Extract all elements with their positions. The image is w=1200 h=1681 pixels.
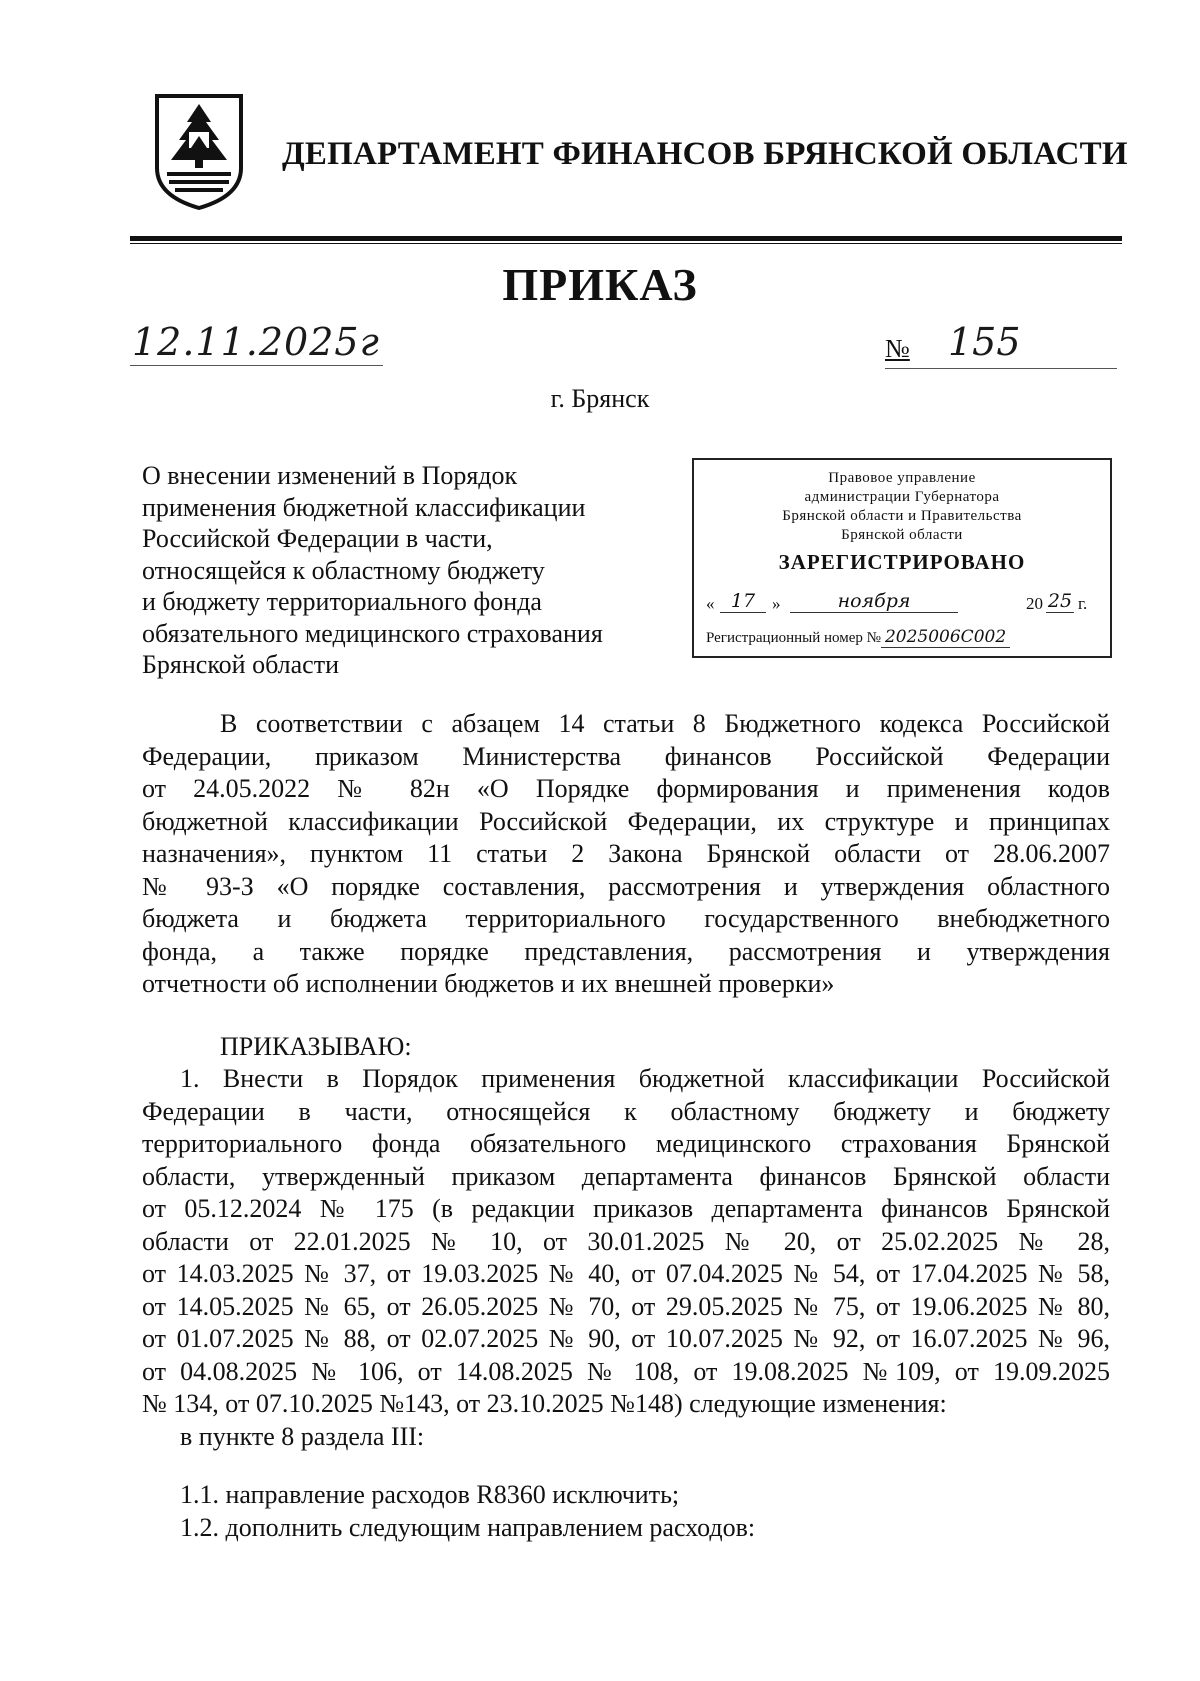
item1-line: территориального фонда обязательного медицинского страхования Брянской (142, 1129, 1110, 1158)
stamp-year-prefix: 20 (1026, 594, 1043, 613)
item1-line: Федерации в части, относящейся к областному бюджету и бюджету (142, 1096, 1110, 1126)
item1-line: от 01.07.2025 № 88, от 02.07.2025 № 90, от 10.07.2025 № 92, от 16.07.2025 № 96, (142, 1324, 1110, 1353)
item1-line: от 04.08.2025 № 106, от 14.08.2025 № 108, от 19.08.2025 №109, от 19.09.2025 (142, 1356, 1110, 1386)
preamble-line: отчетности об исполнении бюджетов и их внешней проверки» (142, 969, 835, 998)
stamp-quote-open: « (706, 594, 715, 613)
document-subject (142, 460, 682, 681)
number-underline (885, 368, 1117, 369)
department-name: ДЕПАРТАМЕНТ ФИНАНСОВ БРЯНСКОЙ ОБЛАСТИ (282, 136, 1128, 172)
subitem-1-2: 1.2. дополнить следующим направлением расходов: (180, 1512, 756, 1542)
stamp-status: ЗАРЕГИСТРИРОВАНО (778, 550, 1026, 574)
item1-line: от 14.03.2025 № 37, от 19.03.2025 № 40, от 07.04.2025 № 54, от 17.04.2025 № 58, (142, 1259, 1110, 1288)
stamp-org-line: Брянской области и Правительства (782, 508, 1022, 524)
item1-line: от 14.05.2025 № 65, от 26.05.2025 № 70, от 29.05.2025 № 75, от 19.06.2025 № 80, (142, 1291, 1110, 1321)
handwritten-number: 155 (948, 320, 1021, 364)
preamble-line: от 24.05.2022 № 82н «О Порядке формирования и применения кодов (142, 774, 1110, 803)
subject-line: относящейся к областному бюджету (142, 555, 545, 585)
subject-line: и бюджету территориального фонда (142, 587, 542, 616)
document-title: ПРИКАЗ (502, 259, 698, 310)
preamble-line: бюджетной классификации Российской Федерации, их структуре и принципах (142, 806, 1110, 836)
stamp-reg-label: Регистрационный номер № (706, 630, 881, 646)
stamp-date (706, 590, 1102, 620)
subject-line: Брянской области (142, 650, 339, 679)
item1-line: области от 22.01.2025 № 10, от 30.01.2025 № 20, от 25.02.2025 № 28, (142, 1226, 1110, 1256)
subitem-1-1: 1.1. направление расходов R8360 исключить; (180, 1480, 680, 1509)
coat-of-arms-emblem (153, 92, 245, 210)
preamble-line: Федерации, приказом Министерства финансов Российской Федерации (142, 741, 1110, 771)
subject-line: применения бюджетной классификации (142, 492, 586, 522)
document-body (142, 708, 1110, 1544)
item1-line: № 134, от 07.10.2025 №143, от 23.10.2025 №148) следующие изменения: (142, 1389, 947, 1418)
header-rule-thick (130, 236, 1122, 241)
item1-line: 1. Внести в Порядок применения бюджетной классификации Российской (180, 1064, 1110, 1093)
stamp-reg-number: 2025006С002 (881, 627, 1010, 648)
clause-line: в пункте 8 раздела III: (180, 1421, 425, 1451)
preamble-line: № 93-З «О порядке составления, рассмотрения и утверждения областного (142, 871, 1110, 901)
subject-line: Российской Федерации в части, (142, 524, 493, 553)
subject-line: обязательного медицинского страхования (142, 618, 603, 648)
number-label: № (885, 334, 910, 363)
item1-line: области, утвержденный приказом департамента финансов Брянской области (142, 1161, 1110, 1191)
stamp-year-suffix: 25 (1047, 590, 1073, 612)
preamble-line: бюджета и бюджета территориального государственного внебюджетного (142, 904, 1110, 933)
preamble-line: В соответствии с абзацем 14 статьи 8 Бюджетного кодекса Российской (220, 709, 1110, 738)
preamble-line: назначения», пунктом 11 статьи 2 Закона Брянской области от 28.06.2007 (142, 839, 1110, 868)
stamp-org-line: администрации Губернатора (804, 489, 1000, 505)
stamp-year-unit: г. (1078, 594, 1088, 613)
handwritten-date: 12.11.2025г (132, 320, 380, 364)
item1-line: от 05.12.2024 № 175 (в редакции приказов департамента финансов Брянской (142, 1194, 1110, 1223)
header-rule-thin (130, 243, 1122, 244)
registration-stamp (692, 458, 1112, 658)
order-word: ПРИКАЗЫВАЮ: (220, 1031, 412, 1061)
stamp-month: ноября (790, 590, 958, 613)
subject-line: О внесении изменений в Порядок (142, 461, 518, 490)
stamp-quote-close: » (772, 594, 781, 613)
stamp-reg-row (706, 627, 1106, 648)
stamp-org-line: Брянской области (841, 527, 963, 543)
stamp-org-line: Правовое управление (828, 470, 976, 486)
stamp-day: 17 (720, 590, 766, 613)
date-underline (130, 365, 383, 366)
city: г. Брянск (550, 384, 650, 413)
preamble-line: фонда, а также порядке представления, рассмотрения и утверждения (142, 936, 1110, 966)
